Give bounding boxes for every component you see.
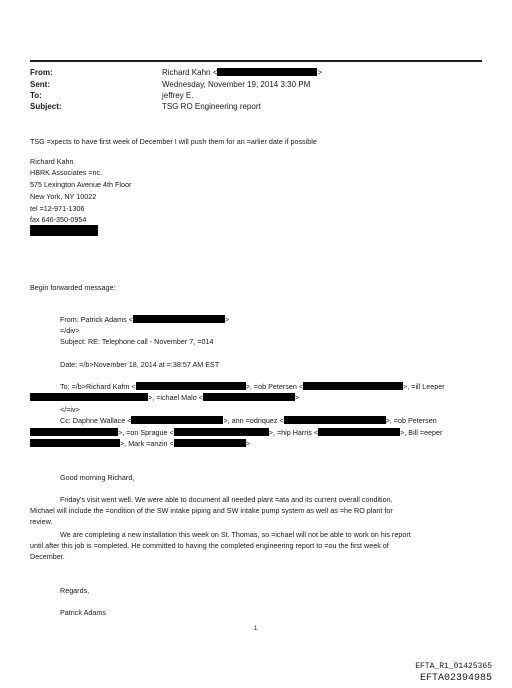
redaction [303,382,403,390]
redaction [174,428,269,436]
fwd-date: Date: =/b>November 18, 2014 at =:38:57 AM EST [60,360,220,369]
redaction [284,416,386,424]
redaction [30,428,118,436]
redaction [217,68,317,76]
to-value: jeffrey E. [162,91,194,100]
footer-id-1: EFTA_R1_01425365 [415,662,492,671]
fwd-to-line1: To: =/b>Richard Kahn < >, =ob Petersen < >, =ill Leeper [60,382,445,391]
sent-value: Wednesday, November 19, 2014 3:30 PM [162,80,311,89]
redaction [133,315,225,323]
fwd-to-line2: >, =ichael Malo < > [30,393,299,402]
from-label: From: [30,68,53,77]
signature-company: HBRK Associates =nc. [30,168,103,177]
para2-line1: We are completing a new installation this week on St. Thomas, so =ichael will not be able to work on his report [60,530,411,539]
signature-address2: New York, NY 10022 [30,192,97,201]
greeting: Good morning Richard, [60,473,135,482]
signature-tel: tel =12-971-1306 [30,204,85,213]
subject-label: Subject: [30,102,62,111]
redaction [203,393,295,401]
para2-line2: until after this job is =ompleted. He committed to having the completed engineering report to =ou the first week of [30,541,389,550]
para1-line3: review. [30,517,53,526]
signature-address1: 575 Lexington Avenue 4th Floor [30,180,132,189]
para1-line1: Friday's visit went well. We were able to document all needed plant =ata and its current overall condition. [60,495,393,504]
fwd-iv: </=iv> [60,405,80,414]
fwd-div: =/div> [60,326,80,335]
redaction [136,382,246,390]
fwd-cc-line1: Cc: Daphne Wallace < >, ann =odriquez < >, =ob Petersen [60,416,437,425]
redaction [30,439,120,447]
redaction [30,225,98,236]
from-value: Richard Kahn < [162,68,218,77]
redaction [30,393,148,401]
to-label: To: [30,91,42,100]
redaction [174,439,246,447]
subject-value: TSG RO Engineering report [162,102,261,111]
redaction [318,428,400,436]
email-page: From: Richard Kahn < > Sent: Wednesday, November 19, 2014 3:30 PM To: jeffrey E. Subject: TSG RO Engineering report TSG =xpects to have first week of December I will push them for an =arlier date if possible Richard Kahn HBRK Associates =nc. 575 Lexington Avenue 4th Floor New York, NY 10022 tel =12-971-1306 fax 646-350-0954 Begin forwarded message: From: Patrick Adams < > =/div> Subject: RE: Telephone call - November 7, =014 Date: =/b>November 18, 2014 at =:38:57 AM EST To: =/b>Richard Kahn < >, =ob Petersen < >, =ill Leeper >, =ichael Malo < > </=iv> Cc: Daphne Wallace < >, ann =odriquez < >, =ob Petersen >, =on Sprague < >, =hip Harris < >, Bill =eeper >, Mark =anzin < > Good morning Richard, Friday's visit went well. We were able to document all needed plant =ata and its current overall condition. Michael will include the =ondition of the SW intake piping and SW intake pump system as well as =he RO plant for review. We are completing a new installation this week on St. Thomas, so =ichael will not be able to work on his report until after this job is =ompleted. He committed to having the completed engineering report to =ou the first week of December. Regards, Patrick Adams 1 EFTA_R1_01425365 EFTA02394985 [0,0,512,688]
signature-name: Richard Kahn [30,157,74,166]
sent-label: Sent: [30,80,50,89]
sender-name: Patrick Adams [60,608,106,617]
regards: Regards, [60,586,90,595]
page-number: 1 [254,626,258,632]
fwd-cc-line2: >, =on Sprague < >, =hip Harris < >, Bill =eeper [30,428,442,437]
fwd-cc-line3: >, Mark =anzin < > [30,439,250,448]
fwd-subject: Subject: RE: Telephone call - November 7, =014 [60,337,214,346]
body-line: TSG =xpects to have first week of December I will push them for an =arlier date if possible [30,137,317,146]
signature-fax: fax 646-350-0954 [30,215,87,224]
fwd-from: From: Patrick Adams < > [60,315,230,324]
header-rule [30,60,482,62]
para2-line3: December. [30,552,65,561]
para1-line2: Michael will include the =ondition of the SW intake piping and SW intake pump system as well as =he RO plant for [30,506,393,515]
forward-intro: Begin forwarded message: [30,283,116,292]
redaction [131,416,223,424]
footer-id-2: EFTA02394985 [419,673,492,684]
